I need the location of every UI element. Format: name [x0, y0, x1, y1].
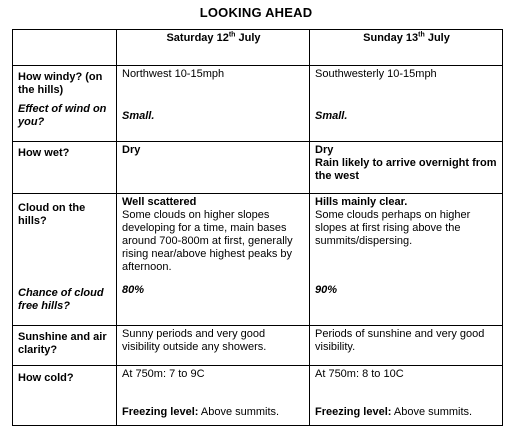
sunshine-label-cell: [13, 326, 117, 366]
cloud-chance-label: Chance of cloud free hills?: [18, 287, 104, 312]
wet-row: [13, 142, 503, 194]
header-row: [13, 30, 503, 66]
wet-label: How wet?: [18, 147, 70, 159]
sunday-day-suffix: th: [418, 31, 425, 39]
saturday-header: [117, 30, 310, 66]
saturday-day: Saturday 12: [166, 32, 229, 44]
sunday-wet-headline: Dry: [315, 144, 334, 156]
wind-label-cell: [13, 66, 117, 142]
saturday-wind-cell: [117, 66, 310, 142]
saturday-sunshine-cell: [117, 326, 310, 366]
saturday-wind: Northwest 10-15mph: [122, 68, 225, 80]
sunday-wet-cell: [310, 142, 503, 194]
page-title: LOOKING AHEAD: [199, 5, 313, 20]
saturday-cloud-detail: Some clouds on higher slopes developing for a time, main bases around 700-800m at first, generally rising near/above highest peaks by afternoon.: [122, 209, 293, 273]
cold-row: [13, 366, 503, 426]
sunshine-label: Sunshine and air clarity?: [18, 331, 107, 356]
saturday-cloud-chance: 80%: [122, 284, 145, 296]
saturday-wet: Dry: [122, 144, 141, 156]
wet-label-cell: [13, 142, 117, 194]
sunday-sunshine: Periods of sunshine and very good visibility.: [315, 328, 485, 353]
wind-label: How windy? (on the hills): [18, 71, 103, 96]
saturday-wind-effect: Small.: [122, 110, 155, 122]
sunday-cold-cell: [310, 366, 503, 426]
sunday-sunshine-cell: [310, 326, 503, 366]
saturday-day-suffix: th: [228, 31, 236, 39]
saturday-cold-cell: [117, 366, 310, 426]
sunday-freezing: [315, 406, 498, 419]
sunday-cloud-headline: Hills mainly clear.: [315, 196, 408, 208]
sunday-header: [310, 30, 503, 66]
header-empty-cell: [13, 30, 117, 66]
wind-row: [13, 66, 503, 142]
cloud-row: [13, 194, 503, 326]
sunday-cloud-cell: [310, 194, 503, 326]
cloud-label: Cloud on the hills?: [18, 202, 86, 227]
wind-effect-label: Effect of wind on you?: [18, 103, 107, 128]
sunday-wind-effect: Small.: [315, 110, 348, 122]
sunday-wet-detail: Rain likely to arrive overnight from the west: [315, 157, 497, 182]
sunday-cloud-chance: 90%: [315, 284, 338, 296]
forecast-table: [12, 29, 503, 426]
sunday-wind: Southwesterly 10-15mph: [315, 68, 437, 80]
cloud-label-cell: [13, 194, 117, 326]
sunday-freezing-label: Freezing level:: [315, 406, 392, 418]
saturday-cloud-headline: Well scattered: [122, 196, 197, 208]
saturday-month: July: [235, 32, 261, 44]
saturday-freezing: [122, 406, 305, 419]
sunday-freezing-value: Above summits.: [391, 406, 473, 418]
saturday-cloud-cell: [117, 194, 310, 326]
saturday-freezing-value: Above summits.: [198, 406, 280, 418]
sunday-temp: At 750m: 8 to 10C: [315, 368, 404, 380]
sunshine-row: [13, 326, 503, 366]
saturday-wet-cell: [117, 142, 310, 194]
sunday-wind-cell: [310, 66, 503, 142]
saturday-temp: At 750m: 7 to 9C: [122, 368, 205, 380]
sunday-cloud-detail: Some clouds perhaps on higher slopes at first rising above the summits/dispersing.: [315, 209, 471, 247]
sunday-month: July: [424, 32, 450, 44]
sunday-day: Sunday 13: [363, 32, 419, 44]
cold-label-cell: [13, 366, 117, 426]
cold-label: How cold?: [18, 372, 74, 384]
saturday-freezing-label: Freezing level:: [122, 406, 199, 418]
saturday-sunshine: Sunny periods and very good visibility outside any showers.: [122, 328, 267, 353]
